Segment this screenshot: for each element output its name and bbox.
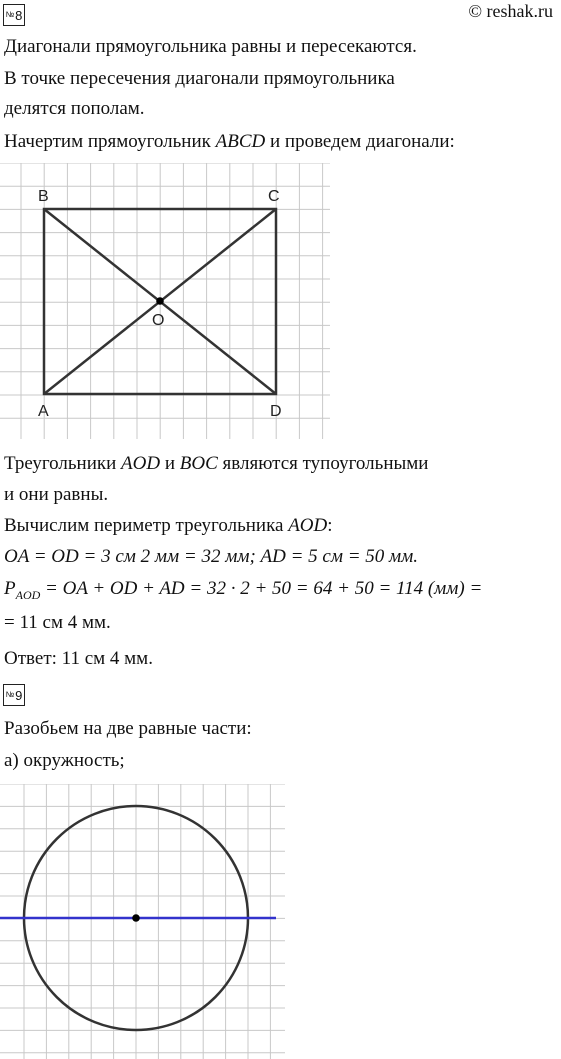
grid-lines — [0, 784, 285, 1059]
triangle-aod: AOD — [121, 453, 161, 474]
grid-lines — [0, 163, 330, 439]
perimeter-intro: Вычислим периметр треугольника — [4, 515, 284, 536]
circle-figure — [0, 784, 285, 1059]
triangle-name: AOD — [288, 515, 328, 536]
text-line — [4, 515, 333, 537]
text-line — [4, 131, 455, 153]
perimeter-symbol: P — [4, 578, 16, 599]
label-a: A — [38, 403, 49, 420]
rectangle-figure — [0, 163, 330, 439]
text-line: Диагонали прямоугольника равны и пересекаются. — [4, 36, 417, 57]
perimeter-subscript: AOD — [15, 587, 41, 602]
tri-text: являются тупоугольными — [222, 453, 429, 474]
task-number: 8 — [15, 7, 23, 23]
colon: : — [327, 515, 333, 536]
triangle-boc: BOC — [179, 453, 218, 474]
conjunction: и — [164, 453, 176, 474]
draw-tail: и проведем диагонали: — [269, 131, 455, 152]
equation-line: OA = OD = 3 см 2 мм = 32 мм; AD = 5 см = 50 мм. — [4, 546, 419, 567]
text-line — [4, 453, 428, 475]
label-d: D — [270, 403, 282, 420]
draw-intro: Начертим прямоугольник — [4, 131, 211, 152]
label-o: O — [152, 312, 165, 329]
task-number: 9 — [15, 687, 23, 703]
text-line: а) окружность; — [4, 750, 125, 771]
text-line: делятся пополам. — [4, 98, 145, 119]
equation-line: = 11 см 4 мм. — [4, 612, 111, 633]
task-number-badge: № 8 — [3, 4, 25, 26]
equation-line — [4, 578, 482, 606]
equation-rest: = OA + OD + AD = 32 · 2 + 50 = 64 + 50 = 114 (мм) = — [40, 578, 483, 599]
intersection-point-o — [156, 297, 164, 305]
tri-text: Треугольники — [4, 453, 117, 474]
label-b: B — [38, 188, 49, 205]
answer-line: Ответ: 11 см 4 мм. — [4, 648, 153, 669]
label-c: C — [268, 188, 280, 205]
text-line: Разобьем на две равные части: — [4, 718, 252, 739]
task-number-badge: № 9 — [3, 684, 25, 706]
site-watermark: © reshak.ru — [468, 1, 553, 21]
text-line: и они равны. — [4, 484, 109, 505]
text-line: В точке пересечения диагонали прямоугольника — [4, 68, 395, 89]
center-point — [132, 914, 140, 922]
rect-name: ABCD — [215, 131, 266, 152]
